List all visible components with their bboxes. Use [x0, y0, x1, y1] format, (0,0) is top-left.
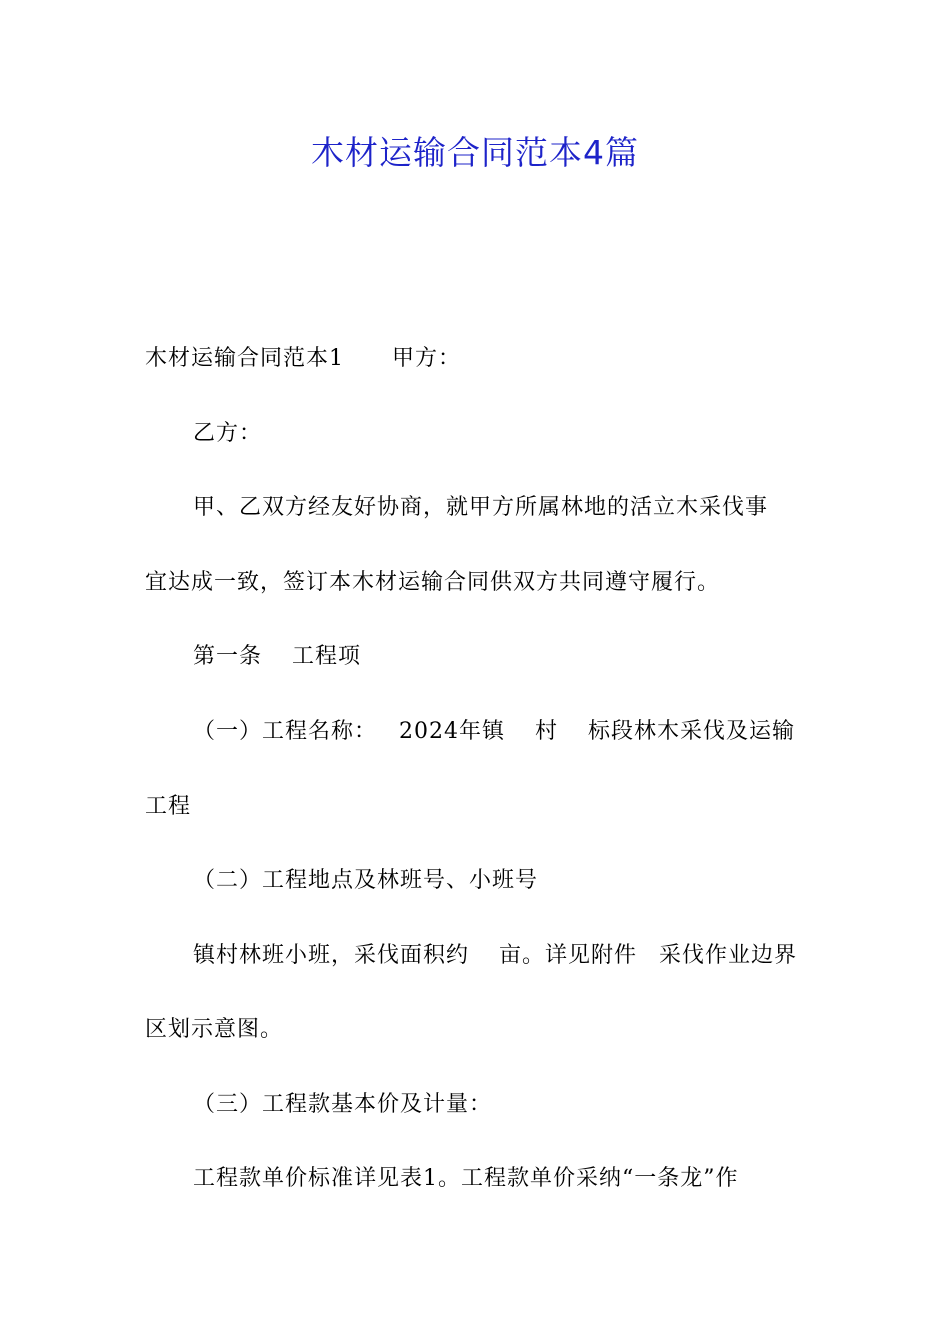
paragraph-2-part-b: 亩。详见附件: [499, 943, 638, 968]
document-title: 木材运输合同范本4篇: [311, 133, 639, 172]
party-a-label: 甲方：: [392, 346, 462, 371]
paragraph-2-part-a: 镇村林班小班，采伐面积约: [193, 943, 470, 968]
contract-heading: 木材运输合同范本1: [145, 346, 344, 371]
party-b-label: 乙方：: [193, 421, 263, 446]
item-1-village: 村: [535, 719, 559, 744]
item-1-year-town: 2024年镇: [399, 719, 506, 744]
item-1-section: 标段林木采伐及运输: [588, 719, 796, 744]
paragraph-2-line-2: 区划示意图。: [145, 1017, 284, 1042]
item-1-line-2: 工程: [145, 794, 192, 819]
article-1-title: 工程项: [292, 644, 362, 669]
item-1-line-1: [193, 717, 807, 747]
item-3: （三）工程款基本价及计量：: [193, 1092, 493, 1117]
item-2: （二）工程地点及林班号、小班号: [193, 868, 539, 893]
paragraph-3-line-1: 工程款单价标准详见表1。工程款单价采纳“一条龙”作: [193, 1166, 739, 1191]
paragraph-2-part-c: 采伐作业边界: [659, 943, 798, 968]
paragraph-2-line-1: [193, 941, 807, 971]
paragraph-1-line-1: 甲、乙双方经友好协商，就甲方所属林地的活立木采伐事: [193, 495, 769, 520]
heading-line: [145, 344, 807, 374]
article-1-heading: [193, 642, 807, 672]
article-1-number: 第一条: [193, 644, 263, 669]
paragraph-1-line-2: 宜达成一致，签订本木材运输合同供双方共同遵守履行。: [145, 570, 721, 595]
item-1-label: （一）工程名称：: [193, 719, 378, 744]
